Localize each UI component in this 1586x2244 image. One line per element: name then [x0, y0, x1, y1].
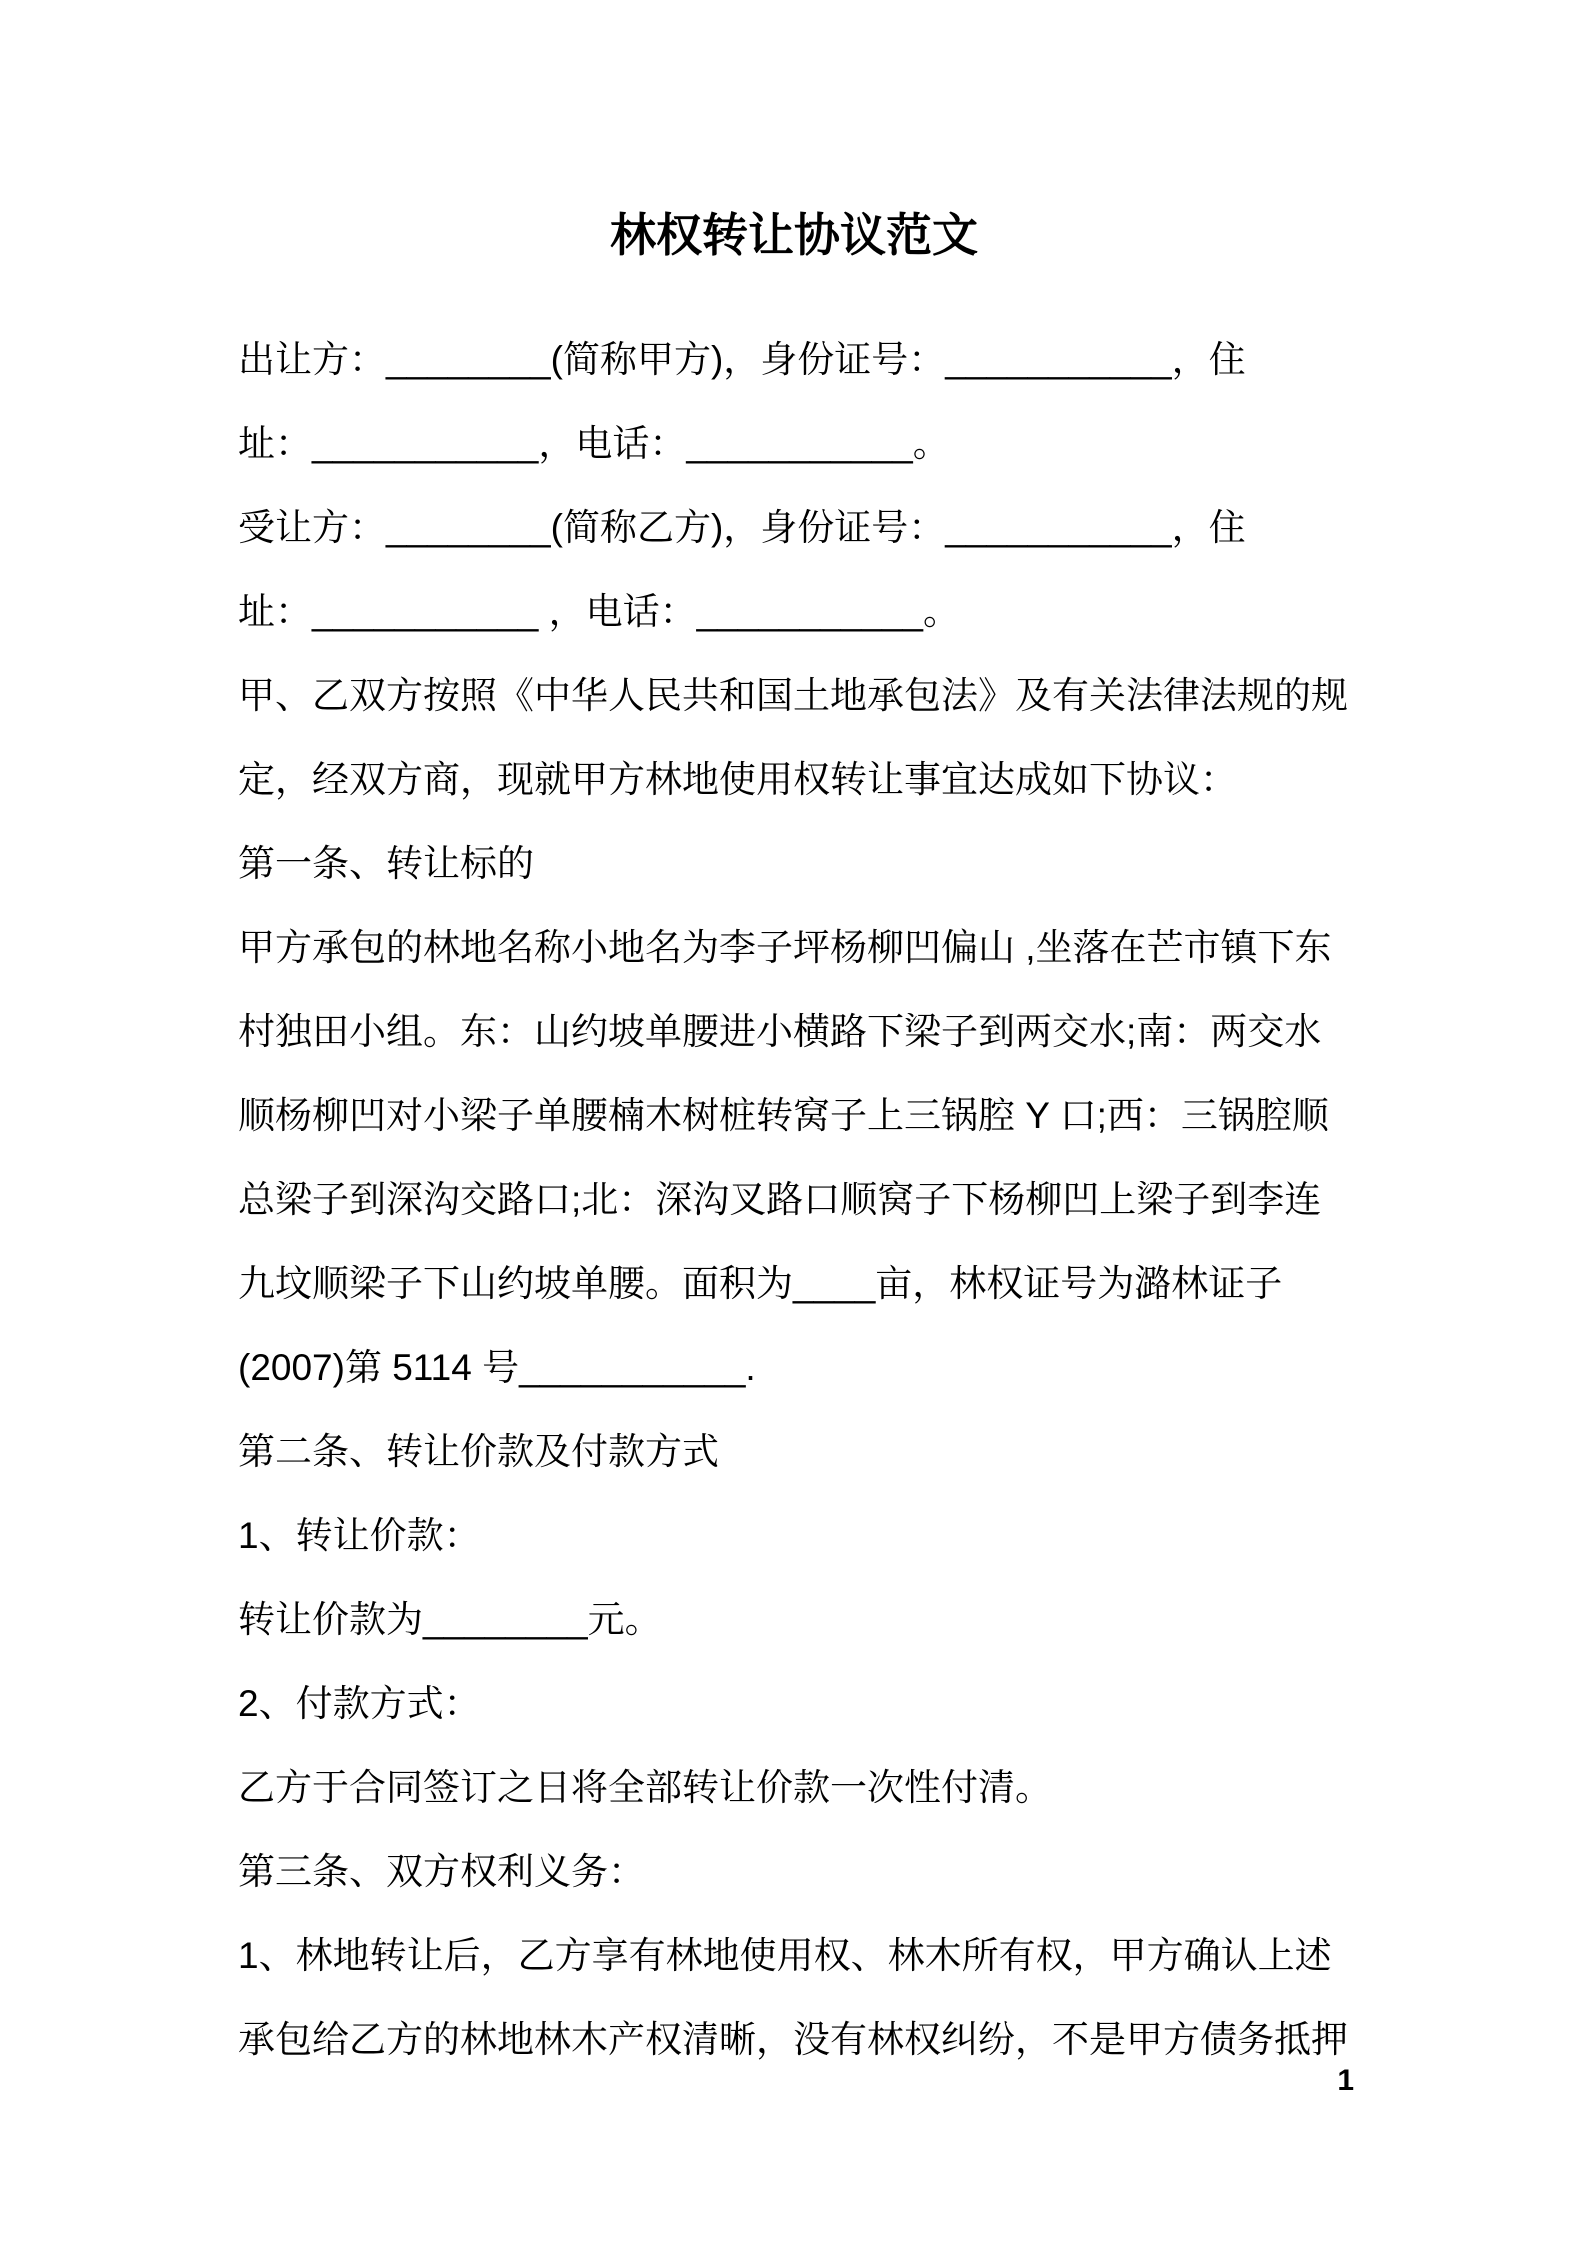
- text-line: (2007)第 5114 号___________.: [238, 1347, 756, 1388]
- text-line: 址：___________，电话：___________。: [238, 423, 950, 464]
- document-body: [238, 318, 1350, 2082]
- text-line: 受让方：________(简称乙方)，身份证号：___________，住: [238, 507, 1246, 548]
- text-line: 1、林地转让后，乙方享有林地使用权、林木所有权，甲方确认上述: [238, 1935, 1332, 1976]
- text-line: 乙方于合同签订之日将全部转让价款一次性付清。: [238, 1767, 1052, 1808]
- document-title: 林权转让协议范文: [610, 209, 978, 261]
- text-line: 第三条、双方权利义务：: [238, 1851, 645, 1892]
- text-line: 总梁子到深沟交路口;北：深沟叉路口顺窝子下杨柳凹上梁子到李连: [238, 1179, 1322, 1220]
- text-line: 址：___________ ，电话：___________。: [238, 591, 960, 632]
- text-line: 甲、乙双方按照《中华人民共和国土地承包法》及有关法律法规的规: [238, 675, 1348, 716]
- text-line: 承包给乙方的林地林木产权清晰，没有林权纠纷，不是甲方债务抵押: [238, 2019, 1348, 2060]
- text-line: 甲方承包的林地名称小地名为李子坪杨柳凹偏山 ,坐落在芒市镇下东: [238, 927, 1332, 968]
- text-line: 1、转让价款：: [238, 1515, 481, 1556]
- text-line: 转让价款为________元。: [238, 1599, 662, 1640]
- text-line: 村独田小组。东：山约坡单腰进小横路下梁子到两交水;南：两交水: [238, 1011, 1322, 1052]
- text-line: 定，经双方商，现就甲方林地使用权转让事宜达成如下协议：: [238, 759, 1237, 800]
- text-line: 2、付款方式：: [238, 1683, 481, 1724]
- text-line: 第二条、转让价款及付款方式: [238, 1431, 719, 1472]
- text-line: 出让方：________(简称甲方)，身份证号：___________，住: [238, 339, 1246, 380]
- text-line: 第一条、转让标的: [238, 843, 534, 884]
- text-line: 顺杨柳凹对小梁子单腰楠木树桩转窝子上三锅腔 Y 口;西：三锅腔顺: [238, 1095, 1329, 1136]
- text-line: 九坟顺梁子下山约坡单腰。面积为____亩，林权证号为潞林证子: [238, 1263, 1283, 1304]
- page-number: 1: [1337, 2064, 1354, 2097]
